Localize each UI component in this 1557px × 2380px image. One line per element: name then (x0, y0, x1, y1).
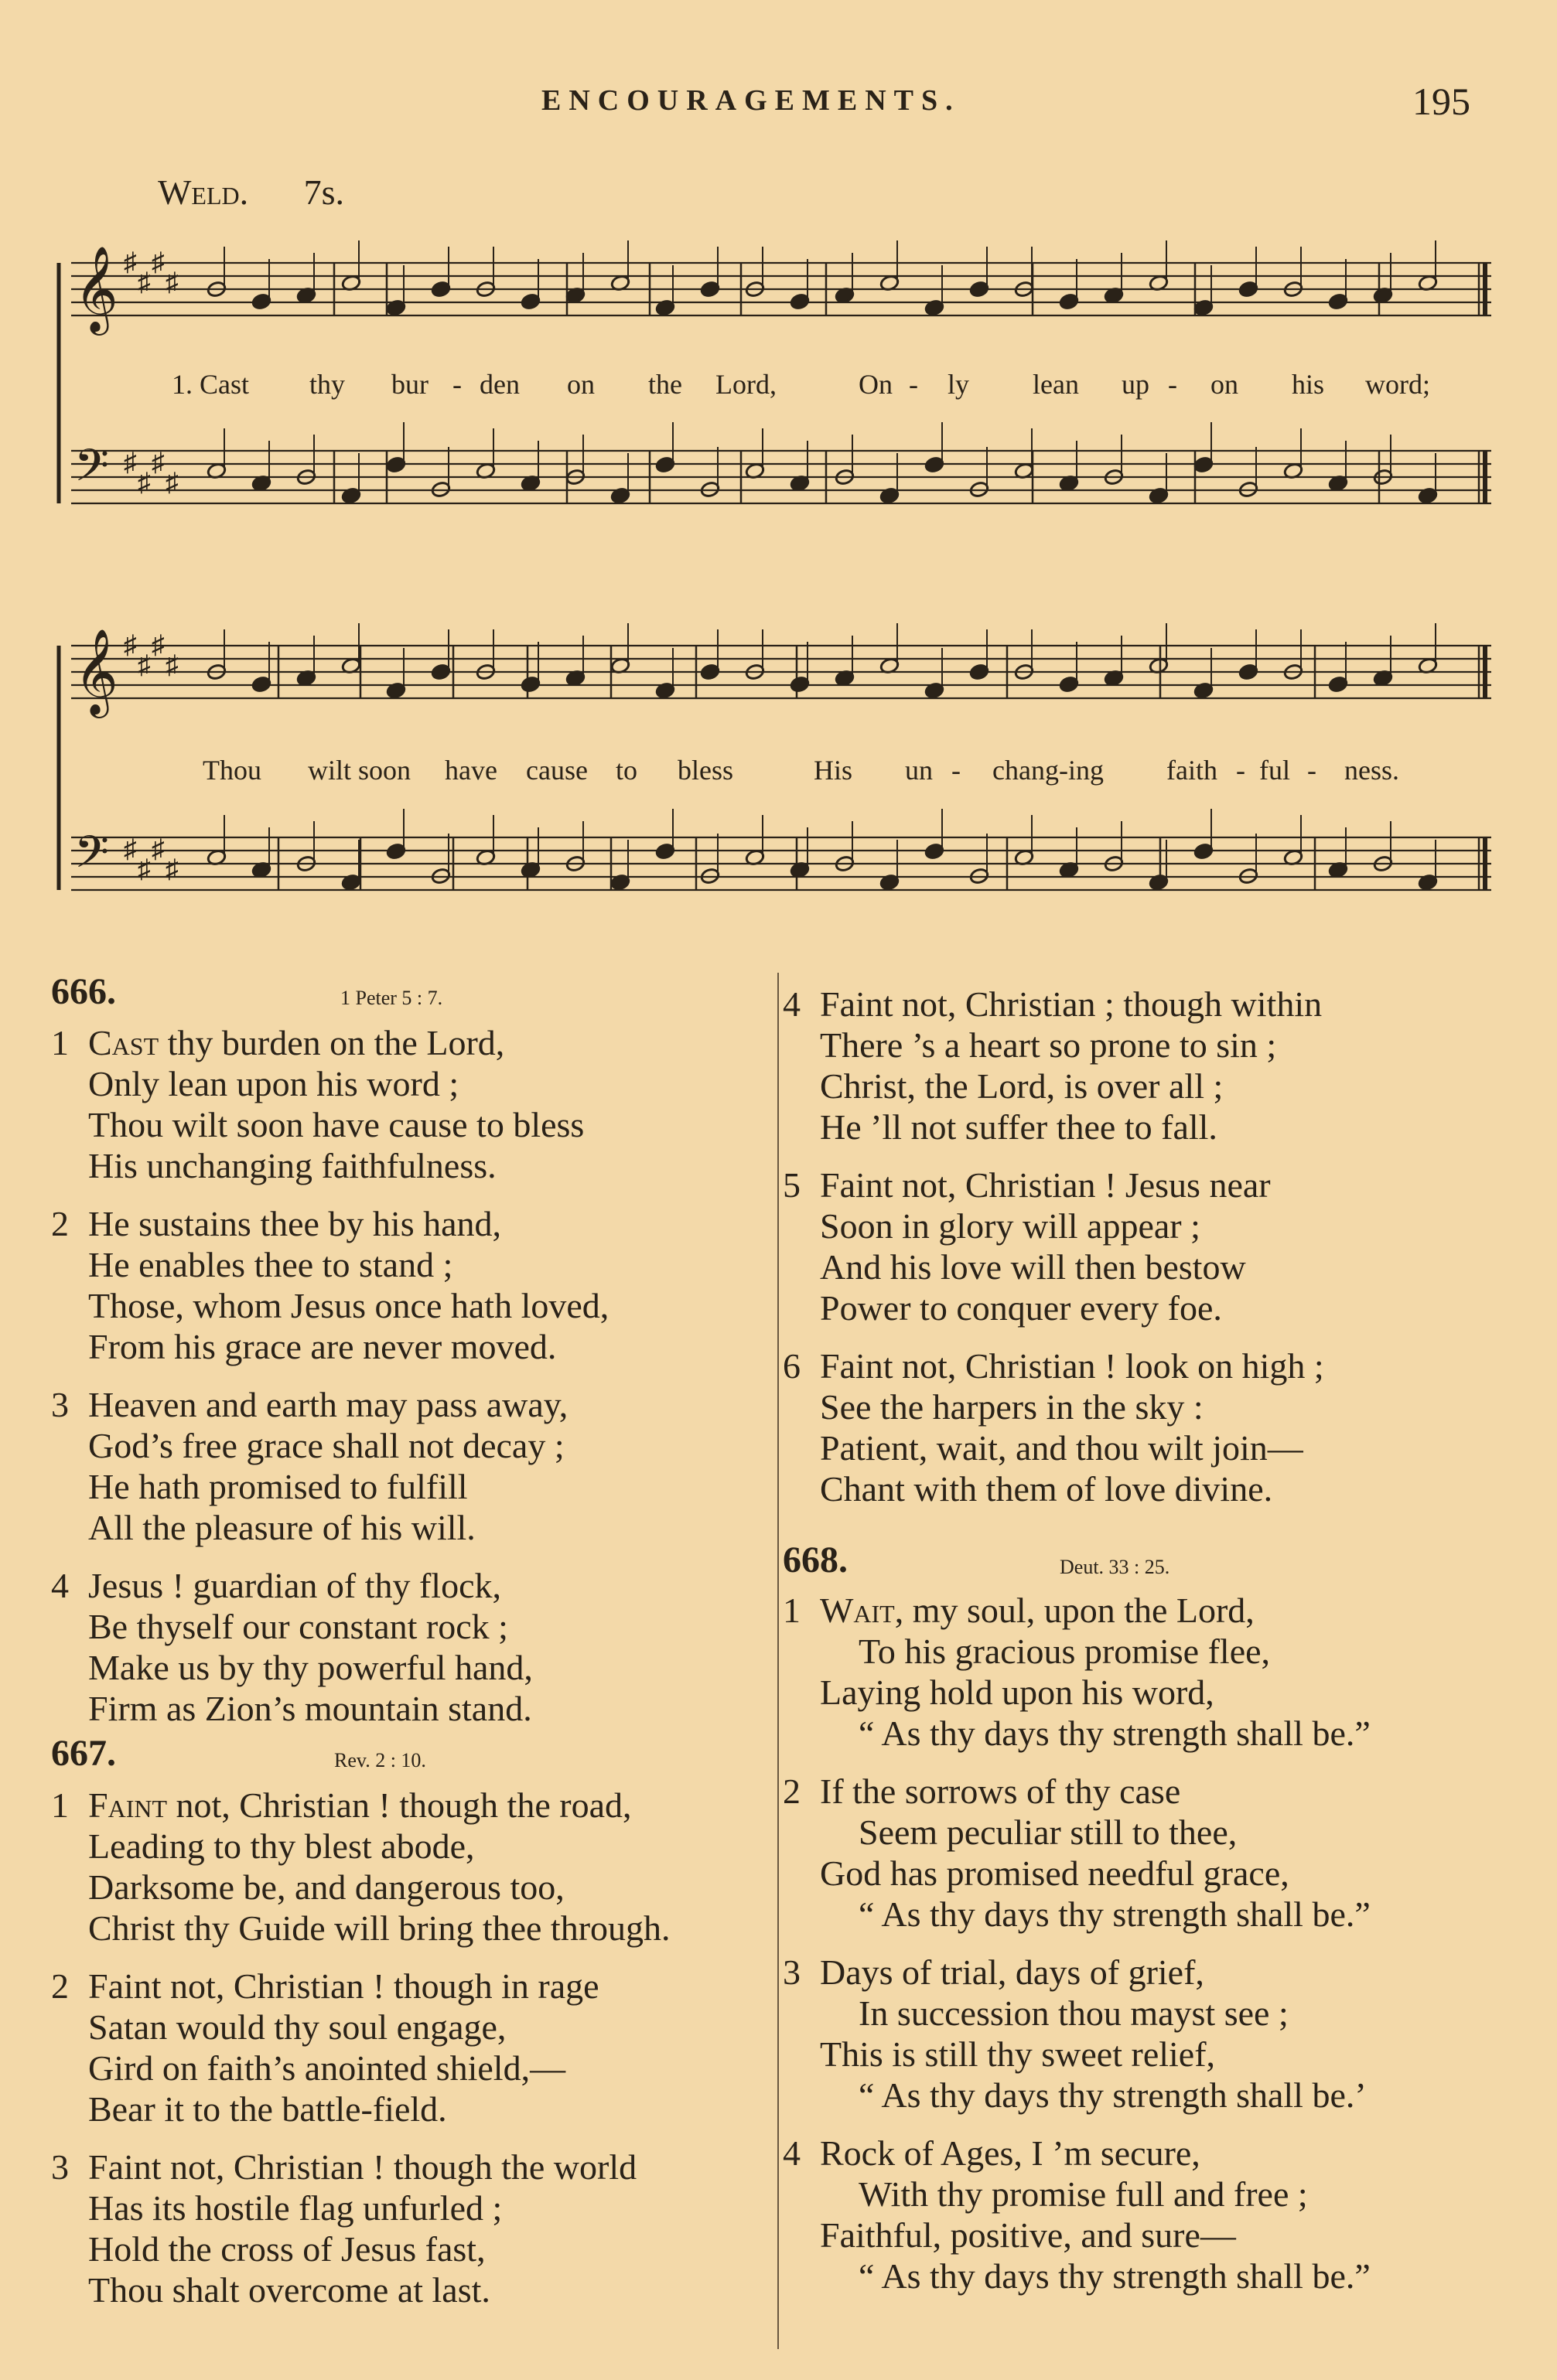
verse-text: From his grace are never moved. (88, 1327, 557, 1366)
stanza-number: 2 (783, 1771, 801, 1811)
sharp-icon: ♯ (124, 448, 137, 477)
verse-line (783, 1106, 1324, 1147)
verse-text: “ As thy days thy strength shall be.” (859, 1894, 1371, 1934)
stanza (51, 2146, 671, 2310)
verse-text: With thy promise full and free ; (859, 2174, 1308, 2214)
verse-text: Faint not, Christian ! though in rage (88, 1966, 599, 2006)
verse-text: Has its hostile flag unfurled ; (88, 2188, 503, 2228)
verse-line (783, 2215, 1371, 2256)
verse-line (783, 1713, 1371, 1754)
verse-line (51, 1466, 609, 1507)
bass-clef-icon: 𝄢 (74, 439, 110, 503)
lyric-syllable: cause (526, 755, 588, 786)
stanza (783, 2133, 1371, 2296)
verse-text: In succession thou mayst see ; (859, 1993, 1289, 2033)
verse-text: Rock of Ages, I ’m secure, (820, 2133, 1200, 2173)
lyric-syllable: - (452, 369, 462, 400)
verse-text: Faint not, Christian ! look on high ; (820, 1346, 1324, 1386)
treble-clef-icon: 𝄞 (74, 628, 118, 714)
hymn-number-667: 667. (51, 1733, 116, 1774)
scripture-ref-667: Rev. 2 : 10. (334, 1749, 426, 1771)
hymn-667-text-right (783, 984, 1324, 1526)
verse-line (51, 1688, 609, 1729)
verse-line (783, 1468, 1324, 1509)
lyric-syllable: - (909, 369, 918, 400)
verse-line (783, 1205, 1324, 1246)
verse-text: Darksome be, and dangerous too, (88, 1867, 565, 1907)
scripture-ref-668: Deut. 33 : 25. (1060, 1556, 1170, 1578)
verse-line (51, 1606, 609, 1647)
stanza (783, 984, 1324, 1147)
verse-line (783, 1066, 1324, 1106)
verse-line (783, 1812, 1371, 1853)
verse-text: God has promised needful grace, (820, 1853, 1289, 1893)
verse-line (51, 1244, 609, 1285)
verse-line (51, 1565, 609, 1606)
lyric-syllable: have (445, 755, 497, 786)
stanza (783, 1345, 1324, 1509)
sharp-icon: ♯ (152, 448, 165, 477)
bass-clef-icon: 𝄢 (74, 826, 110, 889)
stanza (783, 1590, 1371, 1754)
verse-line (51, 2269, 671, 2310)
verse-line (783, 1164, 1324, 1205)
lyric-syllable: thy (309, 369, 346, 400)
verse-line (783, 1287, 1324, 1328)
lyric-syllable: den (480, 369, 520, 400)
stanza (51, 1203, 609, 1367)
verse-line (783, 1672, 1371, 1713)
stanza-number: 2 (51, 1966, 69, 2006)
verse-text: He hath promised to fulfill (88, 1467, 468, 1506)
stanza (783, 1771, 1371, 1935)
verse-line (783, 1345, 1324, 1386)
lyric-syllable: un (905, 755, 933, 786)
verse-text: “ As thy days thy strength shall be.’ (859, 2075, 1367, 2115)
verse-line (51, 1203, 609, 1244)
stanza (51, 1022, 609, 1186)
verse-line (783, 2034, 1371, 2075)
stanza-number: 3 (51, 1385, 69, 1424)
stanza (783, 1164, 1324, 1328)
lyric-syllable: ly (948, 369, 970, 400)
lyric-syllable: Lord, (715, 369, 777, 400)
verse-line (51, 1647, 609, 1688)
lyric-syllable: On (859, 369, 893, 400)
lyric-syllable: lean (1033, 369, 1079, 400)
lyric-syllable: bur (391, 369, 429, 400)
verse-text: Days of trial, days of grief, (820, 1952, 1204, 1992)
stanza-number: 3 (51, 2147, 69, 2187)
stanza-number: 1 (783, 1591, 801, 1630)
stanza (51, 1966, 671, 2129)
verse-line (51, 1326, 609, 1367)
verse-text: Christ, the Lord, is over all ; (820, 1066, 1224, 1106)
verse-text: Soon in glory will appear ; (820, 1206, 1200, 1246)
treble-clef-icon: 𝄞 (74, 245, 118, 332)
lyric-syllable: word; (1365, 369, 1430, 400)
verse-text: Chant with them of love divine. (820, 1469, 1273, 1509)
column-divider (777, 973, 779, 2349)
verse-text: His unchanging faithfulness. (88, 1146, 497, 1185)
lyric-syllable: 1. Cast (172, 369, 250, 400)
verse-line (783, 2256, 1371, 2296)
stanza-number: 2 (51, 1204, 69, 1243)
verse-text: “ As thy days thy strength shall be.” (859, 1713, 1371, 1753)
lyric-syllable: on (1210, 369, 1238, 400)
verse-text: Be thyself our constant rock ; (88, 1607, 508, 1646)
sharp-icon: ♯ (152, 835, 165, 864)
verse-text: Wait, my soul, upon the Lord, (820, 1591, 1255, 1630)
verse-text: This is still thy sweet relief, (820, 2034, 1216, 2074)
lyric-syllable: - (1236, 755, 1245, 786)
section-title: ENCOURAGEMENTS. (541, 84, 961, 117)
lyric-syllable: ful (1259, 755, 1290, 786)
stanza-number: 5 (783, 1165, 801, 1205)
verse-text: Faint not, Christian ; though within (820, 984, 1323, 1024)
stanza (51, 1384, 609, 1548)
verse-line (51, 1285, 609, 1326)
stanza-number: 4 (51, 1566, 69, 1605)
verse-text: Patient, wait, and thou wilt join— (820, 1428, 1303, 1468)
verse-line (783, 1952, 1371, 1993)
lyric-syllable: his (1292, 369, 1325, 400)
tune-meter: 7s. (303, 172, 345, 212)
verse-line (51, 1826, 671, 1867)
verse-text: Faint not, Christian ! Jesus near (820, 1165, 1271, 1205)
hymn-666-text (51, 1022, 609, 1746)
tune-name: Weld. (158, 172, 249, 212)
lyric-syllable: chang-ing (992, 755, 1104, 786)
sharp-icon: ♯ (152, 248, 165, 277)
verse-line (51, 1908, 671, 1949)
hymn-668-text (783, 1590, 1371, 2314)
verse-line (783, 1894, 1371, 1935)
lyric-syllable: bless (678, 755, 733, 786)
verse-text: He sustains thee by his hand, (88, 1204, 502, 1243)
hymn-number-668: 668. (783, 1539, 848, 1580)
verse-text: To his gracious promise flee, (859, 1632, 1271, 1671)
verse-line (51, 2007, 671, 2048)
lyric-syllable: the (648, 369, 682, 400)
verse-text: Thou wilt soon have cause to bless (88, 1105, 585, 1144)
stanza (51, 1785, 671, 1949)
verse-line (51, 1104, 609, 1145)
lyric-syllable: - (1307, 755, 1316, 786)
stanza-number: 6 (783, 1346, 801, 1386)
verse-line (51, 1867, 671, 1908)
lyric-syllable: on (567, 369, 595, 400)
verse-text: And his love will then bestow (820, 1247, 1246, 1287)
sharp-icon: ♯ (152, 631, 165, 660)
stanza (783, 1952, 1371, 2116)
verse-line (783, 1246, 1324, 1287)
verse-text: Faithful, positive, and sure— (820, 2215, 1236, 2255)
lyric-syllable: - (1168, 369, 1177, 400)
lyric-syllable: faith (1166, 755, 1217, 786)
sharp-icon: ♯ (166, 469, 179, 497)
verse-line (783, 1853, 1371, 1894)
verse-text: He enables thee to stand ; (88, 1245, 453, 1284)
verse-line (51, 1966, 671, 2007)
verse-text: There ’s a heart so prone to sin ; (820, 1025, 1277, 1065)
verse-line (51, 1785, 671, 1826)
lyric-syllable: up (1122, 369, 1149, 400)
lyric-syllable: wilt (308, 755, 352, 786)
verse-text: Faint not, Christian ! though the road, (88, 1785, 632, 1825)
verse-line (783, 1771, 1371, 1812)
verse-text: Seem peculiar still to thee, (859, 1812, 1238, 1852)
verse-line (783, 1631, 1371, 1672)
page-number: 195 (1412, 80, 1470, 123)
verse-line (783, 2174, 1371, 2215)
verse-text: Only lean upon his word ; (88, 1064, 459, 1103)
verse-text: Hold the cross of Jesus fast, (88, 2229, 486, 2269)
stanza-number: 1 (51, 1785, 69, 1825)
verse-line (51, 2088, 671, 2129)
sharp-icon: ♯ (166, 855, 179, 884)
verse-text: Laying hold upon his word, (820, 1672, 1214, 1712)
verse-line (51, 2187, 671, 2228)
verse-text: Faint not, Christian ! though the world (88, 2147, 637, 2187)
lyric-syllable: ness. (1344, 755, 1399, 786)
verse-text: Gird on faith’s anointed shield,— (88, 2048, 566, 2088)
verse-text: Satan would thy soul engage, (88, 2007, 507, 2047)
verse-text: “ As thy days thy strength shall be.” (859, 2256, 1371, 2296)
stanza-number: 3 (783, 1952, 801, 1992)
verse-text: Power to conquer every foe. (820, 1288, 1222, 1328)
verse-text: Make us by thy powerful hand, (88, 1648, 533, 1687)
verse-text: Firm as Zion’s mountain stand. (88, 1689, 532, 1728)
scripture-ref-666: 1 Peter 5 : 7. (340, 987, 443, 1009)
verse-text: He ’ll not suffer thee to fall. (820, 1107, 1217, 1147)
verse-line (783, 1993, 1371, 2034)
verse-line (51, 2228, 671, 2269)
verse-line (783, 1590, 1371, 1631)
verse-text: See the harpers in the sky : (820, 1387, 1204, 1427)
verse-text: Bear it to the battle-field. (88, 2089, 447, 2129)
lyric-syllable: Thou (203, 755, 261, 786)
verse-line (51, 1425, 609, 1466)
verse-text: Thou shalt overcome at last. (88, 2270, 490, 2310)
stanza-number: 4 (783, 2133, 801, 2173)
lyric-syllable: His (814, 755, 853, 786)
verse-line (783, 1427, 1324, 1468)
verse-line (783, 2133, 1371, 2174)
stanza (51, 1565, 609, 1729)
sharp-icon: ♯ (166, 651, 179, 680)
hymn-number-666: 666. (51, 971, 116, 1012)
verse-text: Jesus ! guardian of thy flock, (88, 1566, 501, 1605)
music-score (0, 0, 1557, 967)
verse-line (51, 1145, 609, 1186)
lyric-syllable: soon (358, 755, 411, 786)
verse-line (51, 1022, 609, 1063)
verse-line (51, 2146, 671, 2187)
sharp-icon: ♯ (138, 651, 151, 680)
verse-text: Heaven and earth may pass away, (88, 1385, 569, 1424)
verse-text: If the sorrows of thy case (820, 1771, 1181, 1811)
sharp-icon: ♯ (138, 469, 151, 497)
verse-text: God’s free grace shall not decay ; (88, 1426, 565, 1465)
verse-line (783, 1386, 1324, 1427)
sharp-icon: ♯ (166, 268, 179, 297)
verse-line (51, 1507, 609, 1548)
verse-text: Leading to thy blest abode, (88, 1826, 475, 1866)
verse-line (51, 1384, 609, 1425)
sharp-icon: ♯ (124, 631, 137, 660)
sharp-icon: ♯ (138, 855, 151, 884)
verse-text: Cast thy burden on the Lord, (88, 1023, 505, 1062)
verse-line (783, 984, 1324, 1025)
stanza-number: 4 (783, 984, 801, 1024)
lyric-syllable: - (951, 755, 961, 786)
sharp-icon: ♯ (138, 268, 151, 297)
verse-line (783, 1025, 1324, 1066)
verse-text: All the pleasure of his will. (88, 1508, 476, 1547)
verse-line (51, 2048, 671, 2088)
lyric-syllable: to (616, 755, 638, 786)
verse-text: Those, whom Jesus once hath loved, (88, 1286, 609, 1325)
sharp-icon: ♯ (124, 835, 137, 864)
verse-line (783, 2075, 1371, 2116)
sharp-icon: ♯ (124, 248, 137, 277)
verse-line (51, 1063, 609, 1104)
verse-text: Christ thy Guide will bring thee through. (88, 1908, 671, 1948)
stanza-number: 1 (51, 1023, 69, 1062)
hymn-667-text-left (51, 1785, 671, 2327)
